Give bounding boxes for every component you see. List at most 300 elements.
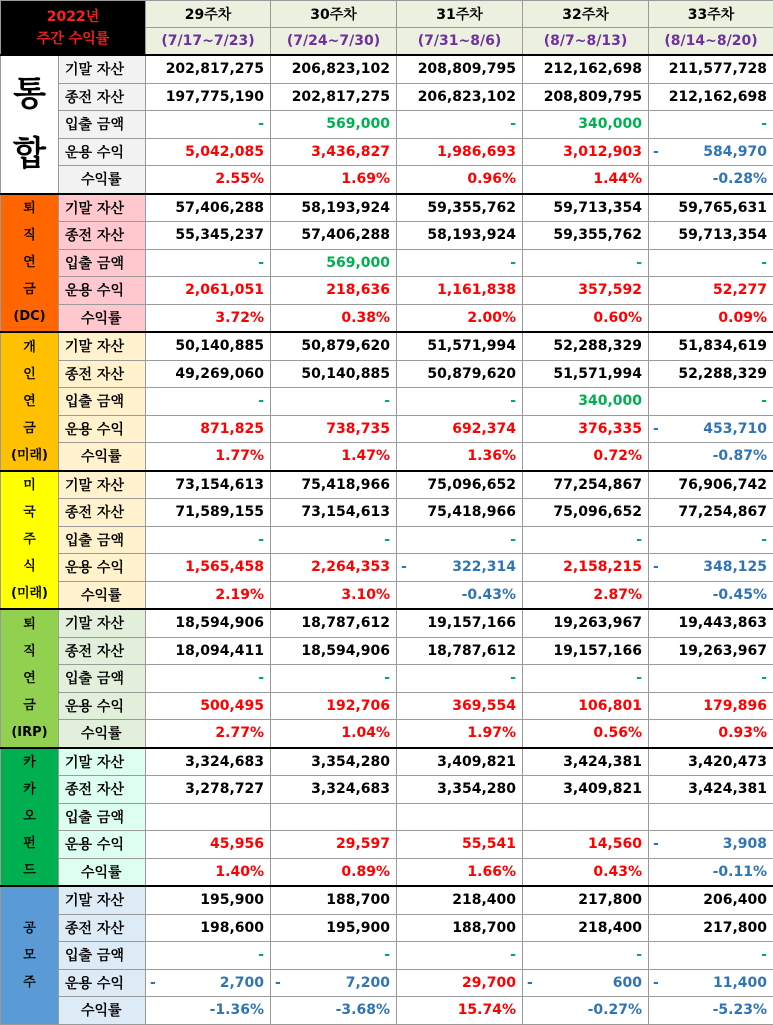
group-name-char: 직 — [1, 222, 58, 249]
value-cell — [523, 831, 649, 859]
value-cell — [649, 942, 773, 970]
value-cell — [649, 194, 773, 222]
value-cell — [271, 55, 397, 83]
value-text: 73,154,613 — [301, 504, 390, 520]
value-cell — [397, 692, 523, 720]
value-cell — [523, 942, 649, 970]
value-text: - — [384, 393, 390, 409]
table-row — [1, 914, 773, 942]
value-text: 1,565,458 — [185, 559, 264, 575]
value-cell — [146, 969, 271, 997]
value-cell — [397, 637, 523, 665]
value-text: 77,254,867 — [553, 477, 642, 493]
value-text: - — [384, 947, 390, 963]
row-label: 종전 자산 — [59, 360, 146, 388]
value-cell — [146, 609, 271, 637]
negative-marker: - — [401, 559, 407, 575]
table-row — [1, 692, 773, 720]
group-name-char: 금 — [1, 415, 58, 442]
value-cell — [649, 388, 773, 416]
week-header: 32주차 — [523, 1, 649, 28]
value-cell — [649, 776, 773, 804]
negative-marker: - — [653, 144, 659, 160]
value-cell — [523, 637, 649, 665]
value-text: 3,409,821 — [563, 781, 642, 797]
value-text: 5,042,085 — [185, 144, 264, 160]
value-cell — [271, 969, 397, 997]
value-cell — [523, 415, 649, 443]
table-row — [1, 304, 773, 332]
value-cell — [271, 83, 397, 111]
value-cell — [397, 499, 523, 527]
row-label: 입출 금액 — [59, 388, 146, 416]
value-text: - — [384, 532, 390, 548]
value-cell — [397, 443, 523, 471]
value-text: 2,264,353 — [311, 559, 390, 575]
value-cell — [271, 138, 397, 166]
value-cell — [146, 249, 271, 277]
value-text: - — [258, 947, 264, 963]
row-label: 기말 자산 — [59, 609, 146, 637]
value-text: 52,288,329 — [678, 366, 767, 382]
value-text: 2,700 — [220, 975, 264, 991]
value-text: 75,096,652 — [427, 477, 516, 493]
value-cell — [146, 471, 271, 499]
value-text: 49,269,060 — [175, 366, 264, 382]
row-label: 종전 자산 — [59, 83, 146, 111]
value-text: 0.93% — [718, 725, 767, 741]
value-cell — [271, 776, 397, 804]
table-row — [1, 83, 773, 111]
value-cell — [523, 111, 649, 139]
negative-marker: - — [653, 836, 659, 852]
value-cell — [523, 277, 649, 305]
table-row — [1, 997, 773, 1025]
year-label: 2022년 — [1, 6, 145, 28]
title-label: 주간 수익률 — [1, 28, 145, 50]
value-text: 197,775,190 — [166, 89, 264, 105]
row-label: 종전 자산 — [59, 222, 146, 250]
value-cell — [523, 692, 649, 720]
value-cell — [146, 55, 271, 83]
value-cell — [397, 388, 523, 416]
value-cell — [523, 803, 649, 831]
value-text: 0.09% — [718, 310, 767, 326]
value-text: 2,061,051 — [185, 282, 264, 298]
row-label: 입출 금액 — [59, 942, 146, 970]
value-cell — [397, 554, 523, 582]
value-cell — [397, 581, 523, 609]
row-label: 운용 수익 — [59, 277, 146, 305]
value-cell — [397, 997, 523, 1025]
value-text: 3,908 — [723, 836, 767, 852]
row-label: 기말 자산 — [59, 332, 146, 360]
value-cell — [146, 665, 271, 693]
row-label: 기말 자산 — [59, 748, 146, 776]
table-row — [1, 332, 773, 360]
week-range: (8/7~8/13) — [523, 28, 649, 56]
value-text: 57,406,288 — [301, 227, 390, 243]
value-text: 45,956 — [210, 836, 264, 852]
value-cell — [397, 332, 523, 360]
row-label: 기말 자산 — [59, 194, 146, 222]
value-cell — [146, 581, 271, 609]
value-text: - — [258, 670, 264, 686]
value-cell — [523, 776, 649, 804]
value-cell — [397, 526, 523, 554]
row-label: 입출 금액 — [59, 526, 146, 554]
table-row — [1, 194, 773, 222]
value-cell — [146, 166, 271, 194]
value-text: 59,713,354 — [553, 200, 642, 216]
value-text: - — [761, 670, 767, 686]
value-cell — [397, 803, 523, 831]
value-text: 18,094,411 — [175, 643, 264, 659]
value-text: 0.43% — [593, 864, 642, 880]
value-cell — [271, 720, 397, 748]
group-name-char: 직 — [1, 638, 58, 665]
value-cell — [271, 609, 397, 637]
row-label: 입출 금액 — [59, 665, 146, 693]
value-cell — [523, 858, 649, 886]
row-label: 수익률 — [59, 581, 146, 609]
value-cell — [523, 249, 649, 277]
week-range: (7/24~7/30) — [271, 28, 397, 56]
row-label: 종전 자산 — [59, 499, 146, 527]
value-text: 73,154,613 — [175, 477, 264, 493]
table-row — [1, 166, 773, 194]
group-name-char: 미 — [1, 472, 58, 499]
row-label: 입출 금액 — [59, 111, 146, 139]
value-text: 1.97% — [467, 725, 516, 741]
value-cell — [523, 914, 649, 942]
value-text: 738,735 — [326, 421, 390, 437]
group-name-char: 연 — [1, 388, 58, 415]
value-text: 14,560 — [588, 836, 642, 852]
value-cell — [649, 166, 773, 194]
value-text: - — [258, 393, 264, 409]
value-cell — [271, 332, 397, 360]
value-text: 1,161,838 — [437, 282, 516, 298]
value-text: 202,817,275 — [292, 89, 390, 105]
value-text: 1.36% — [467, 448, 516, 464]
value-text: 71,589,155 — [175, 504, 264, 520]
week-header: 33주차 — [649, 1, 773, 28]
group-name-char: 개 — [1, 334, 58, 361]
value-cell — [397, 166, 523, 194]
header-row-weeks — [1, 1, 773, 28]
group-name-cell — [1, 886, 59, 1024]
value-cell — [397, 776, 523, 804]
value-cell — [523, 83, 649, 111]
group-name-cell — [1, 471, 59, 610]
value-cell — [649, 222, 773, 250]
value-cell — [523, 194, 649, 222]
group-name-char: 연 — [1, 249, 58, 276]
group-name-char: (IRP) — [1, 719, 58, 746]
row-label: 운용 수익 — [59, 969, 146, 997]
value-text: 1,986,693 — [437, 144, 516, 160]
value-text: 188,700 — [452, 920, 516, 936]
group-name-char: (미래) — [1, 580, 58, 607]
value-cell — [146, 776, 271, 804]
value-text: 3,420,473 — [688, 754, 767, 770]
value-text: 3,278,727 — [185, 781, 264, 797]
value-text: 340,000 — [578, 393, 642, 409]
group-name-char: 카 — [1, 749, 58, 776]
group-name-char: 국 — [1, 499, 58, 526]
value-cell — [649, 83, 773, 111]
value-text: 217,800 — [703, 920, 767, 936]
value-text: - — [636, 670, 642, 686]
value-text: - — [510, 116, 516, 132]
value-cell — [397, 858, 523, 886]
value-text: -5.23% — [713, 1002, 767, 1018]
value-text: 58,193,924 — [427, 227, 516, 243]
value-cell — [397, 194, 523, 222]
group-name-char: 퇴 — [1, 195, 58, 222]
table-row — [1, 720, 773, 748]
value-cell — [649, 332, 773, 360]
table-row — [1, 581, 773, 609]
value-text: 59,355,762 — [427, 200, 516, 216]
value-cell — [146, 720, 271, 748]
value-cell — [523, 526, 649, 554]
value-cell — [146, 332, 271, 360]
value-cell — [146, 803, 271, 831]
value-cell — [523, 720, 649, 748]
row-label: 운용 수익 — [59, 138, 146, 166]
table-row — [1, 942, 773, 970]
value-text: 11,400 — [713, 975, 767, 991]
value-cell — [649, 969, 773, 997]
week-header: 29주차 — [146, 1, 271, 28]
value-cell — [649, 803, 773, 831]
value-cell — [146, 415, 271, 443]
value-cell — [271, 304, 397, 332]
group-name-char: 모 — [1, 942, 58, 969]
value-cell — [397, 886, 523, 914]
week-header: 31주차 — [397, 1, 523, 28]
value-text: - — [761, 116, 767, 132]
value-text: 51,571,994 — [427, 338, 516, 354]
group-name-cell — [1, 609, 59, 748]
value-cell — [271, 415, 397, 443]
value-text: 15.74% — [458, 1002, 516, 1018]
value-text: -3.68% — [336, 1002, 390, 1018]
value-text: 1.44% — [593, 171, 642, 187]
value-cell — [271, 581, 397, 609]
value-text: 19,157,166 — [553, 643, 642, 659]
value-cell — [523, 609, 649, 637]
value-text: 1.69% — [341, 171, 390, 187]
value-cell — [649, 609, 773, 637]
value-text: 208,809,795 — [418, 61, 516, 77]
value-cell — [649, 997, 773, 1025]
row-label: 수익률 — [59, 443, 146, 471]
value-text: 0.72% — [593, 448, 642, 464]
value-text: -0.27% — [588, 1002, 642, 1018]
value-cell — [397, 249, 523, 277]
value-cell — [271, 637, 397, 665]
table-row — [1, 609, 773, 637]
value-text: 3,424,381 — [563, 754, 642, 770]
value-text: 1.77% — [215, 448, 264, 464]
value-cell — [523, 886, 649, 914]
table-row — [1, 886, 773, 914]
value-cell — [271, 748, 397, 776]
value-cell — [146, 277, 271, 305]
value-cell — [649, 886, 773, 914]
value-text: 218,636 — [326, 282, 390, 298]
value-text: 51,834,619 — [678, 338, 767, 354]
table-row — [1, 222, 773, 250]
row-label: 수익률 — [59, 997, 146, 1025]
value-cell — [271, 277, 397, 305]
value-text: - — [510, 532, 516, 548]
value-cell — [271, 803, 397, 831]
value-cell — [397, 277, 523, 305]
value-text: 75,418,966 — [427, 504, 516, 520]
negative-marker: - — [653, 559, 659, 575]
value-text: 19,263,967 — [553, 615, 642, 631]
value-cell — [271, 222, 397, 250]
value-cell — [146, 914, 271, 942]
value-text: 212,162,698 — [544, 61, 642, 77]
value-text: 195,900 — [200, 892, 264, 908]
value-text: - — [258, 532, 264, 548]
value-text: - — [761, 393, 767, 409]
value-cell — [523, 969, 649, 997]
value-cell — [397, 111, 523, 139]
week-range: (7/31~8/6) — [397, 28, 523, 56]
table-row — [1, 637, 773, 665]
negative-marker: - — [275, 975, 281, 991]
value-text: 2.19% — [215, 587, 264, 603]
value-text: 188,700 — [326, 892, 390, 908]
value-text: 1.40% — [215, 864, 264, 880]
value-text: - — [510, 255, 516, 271]
value-text: 357,592 — [578, 282, 642, 298]
value-cell — [523, 554, 649, 582]
value-cell — [523, 997, 649, 1025]
value-text: 2.00% — [467, 310, 516, 326]
value-cell — [271, 471, 397, 499]
value-text: 0.96% — [467, 171, 516, 187]
value-cell — [649, 304, 773, 332]
value-cell — [649, 720, 773, 748]
value-cell — [649, 914, 773, 942]
value-text: 2.87% — [593, 587, 642, 603]
value-text: 584,970 — [703, 144, 767, 160]
value-cell — [649, 55, 773, 83]
value-cell — [523, 748, 649, 776]
value-cell — [146, 886, 271, 914]
value-cell — [146, 388, 271, 416]
value-cell — [649, 831, 773, 859]
value-text: 58,193,924 — [301, 200, 390, 216]
value-cell — [146, 831, 271, 859]
value-text: 2,158,215 — [563, 559, 642, 575]
group-name-cell — [1, 55, 59, 194]
value-cell — [649, 637, 773, 665]
value-cell — [146, 997, 271, 1025]
value-cell — [271, 858, 397, 886]
value-text: 50,879,620 — [301, 338, 390, 354]
group-name-char: 드 — [1, 857, 58, 884]
table-row — [1, 360, 773, 388]
value-cell — [271, 831, 397, 859]
value-cell — [523, 665, 649, 693]
value-text: 600 — [613, 975, 642, 991]
table-title-cell — [1, 1, 146, 56]
table-row — [1, 554, 773, 582]
value-cell — [649, 415, 773, 443]
value-cell — [649, 443, 773, 471]
group-name-char: 금 — [1, 276, 58, 303]
value-cell — [271, 997, 397, 1025]
negative-marker: - — [527, 975, 533, 991]
week-header: 30주차 — [271, 1, 397, 28]
value-cell — [271, 443, 397, 471]
value-cell — [397, 83, 523, 111]
value-text: 52,277 — [713, 282, 767, 298]
week-range: (7/17~7/23) — [146, 28, 271, 56]
value-cell — [649, 360, 773, 388]
value-cell — [523, 138, 649, 166]
value-text: 50,140,885 — [175, 338, 264, 354]
value-cell — [649, 748, 773, 776]
value-text: 871,825 — [200, 421, 264, 437]
value-cell — [397, 415, 523, 443]
value-cell — [146, 111, 271, 139]
value-text: 340,000 — [578, 116, 642, 132]
value-text: - — [761, 255, 767, 271]
row-label: 수익률 — [59, 166, 146, 194]
value-text: 1.66% — [467, 864, 516, 880]
group-name-cell — [1, 194, 59, 333]
value-cell — [397, 831, 523, 859]
value-text: - — [761, 532, 767, 548]
value-text: 76,906,742 — [678, 477, 767, 493]
value-text: 50,879,620 — [427, 366, 516, 382]
value-text: 3,012,903 — [563, 144, 642, 160]
value-text: 3,354,280 — [437, 781, 516, 797]
value-cell — [271, 166, 397, 194]
value-cell — [397, 914, 523, 942]
value-text: - — [761, 947, 767, 963]
row-label: 수익률 — [59, 304, 146, 332]
group-name-char: 통 — [1, 64, 58, 124]
value-text: 206,400 — [703, 892, 767, 908]
value-text: -0.28% — [713, 171, 767, 187]
group-name-cell — [1, 748, 59, 887]
value-cell — [649, 277, 773, 305]
value-text: 106,801 — [578, 698, 642, 714]
value-cell — [397, 55, 523, 83]
value-text: 2.55% — [215, 171, 264, 187]
value-text: 0.56% — [593, 725, 642, 741]
value-cell — [271, 665, 397, 693]
value-cell — [523, 499, 649, 527]
week-range: (8/14~8/20) — [649, 28, 773, 56]
value-text: 18,594,906 — [301, 643, 390, 659]
value-cell — [146, 692, 271, 720]
value-cell — [397, 609, 523, 637]
value-text: 18,787,612 — [301, 615, 390, 631]
value-text: -0.11% — [713, 864, 767, 880]
value-text: 3,324,683 — [311, 781, 390, 797]
